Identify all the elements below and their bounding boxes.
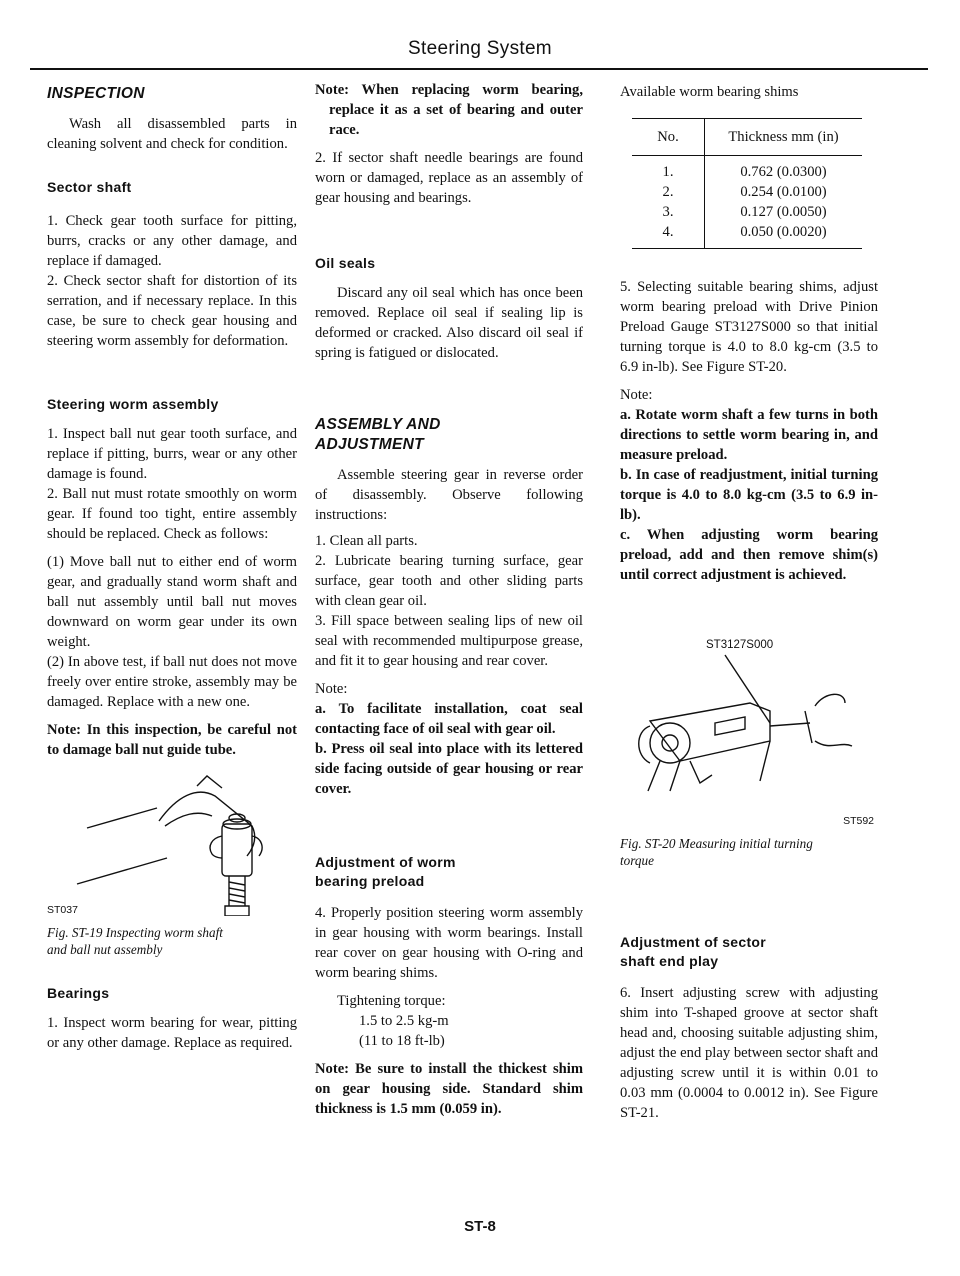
tightening-torque-value-imperial: (11 to 18 ft-lb) (359, 1033, 445, 1049)
right-note-b: b. In case of readjustment, initial turning torque is 4.0 to 8.0 kg-cm (3.5 to 6.9 in-lb). (620, 467, 878, 523)
table-cell-thickness: 0.762 (0.0300) (740, 164, 827, 180)
right-item-6: 6. Insert adjusting screw with adjusting shim into T-shaped groove at sector shaft head and, choosing suitable adjusting shim, adjust the end play between sector shaft and adjusting screw until it is within 0.01 to 0.03 mm (0.0004 to 0.0012 in). See Figure ST-21. (620, 985, 878, 1121)
header-rule (30, 68, 928, 70)
worm-item-1: 1. Inspect ball nut gear tooth surface, and replace if pitting, burrs, wear or any other damage is found. (47, 426, 297, 482)
shims-table (632, 118, 862, 249)
table-cell-no: 2. (632, 182, 705, 202)
table-cell-thickness: 0.254 (0.0100) (740, 184, 827, 200)
subheading-steering-worm: Steering worm assembly (47, 396, 219, 412)
figure-caption-st-20-line-2: torque (620, 853, 654, 868)
section-heading-assembly-line-1: ASSEMBLY AND (315, 416, 441, 433)
subheading-bearings: Bearings (47, 985, 110, 1001)
column-left (47, 80, 297, 1053)
subheading-oil-seals: Oil seals (315, 255, 376, 271)
right-item-5: 5. Selecting suitable bearing shims, adjust worm bearing preload with Drive Pinion Preload Gauge ST3127S000 so that initial turning torque is 4.0 to 8.0 kg-cm (3.5 to 6.9 in-lb). See Figure ST-20. (620, 279, 878, 375)
assembly-item-4: 4. Properly position steering worm assembly in gear housing with worm bearings. Install rear cover on gear housing with O-ring and worm bearing shims. (315, 905, 583, 981)
table-row (632, 222, 862, 249)
figure-caption-st-19-line-1: Fig. ST-19 Inspecting worm shaft (47, 925, 223, 940)
subheading-worm-preload-line-1: Adjustment of worm (315, 854, 456, 870)
shims-table-title: Available worm bearing shims (620, 84, 799, 100)
preload-gauge-illustration (620, 651, 878, 821)
right-note-c: c. When adjusting worm bearing preload, add and then remove shim(s) until correct adjustment is achieved. (620, 527, 878, 583)
sector-shaft-item-2: 2. Check sector shaft for distortion of its serration, and if necessary replace. In this case, be sure to check gear housing and steering worm assembly for deformation. (47, 273, 297, 349)
middle-item-2: 2. If sector shaft needle bearings are found worn or damaged, replace as an assembly of gear housing and bearings. (315, 150, 583, 206)
figure-tool-label: ST3127S000 (706, 639, 774, 651)
figure-caption-st-20-line-1: Fig. ST-20 Measuring initial turning (620, 836, 813, 851)
table-row (632, 182, 862, 202)
table-cell-no: 1. (632, 156, 705, 183)
assembly-intro: Assemble steering gear in reverse order of disassembly. Observe following instructions: (315, 467, 583, 523)
figure-caption-st-19-line-2: and ball nut assembly (47, 942, 163, 957)
assembly-note-label: Note: (315, 681, 348, 697)
bearings-item-1: 1. Inspect worm bearing for wear, pitting or any other damage. Replace as required. (47, 1015, 297, 1051)
table-header-thickness: Thickness mm (in) (705, 119, 863, 156)
right-note-a: a. Rotate worm shaft a few turns in both directions to settle worm bearing in, and measure preload. (620, 407, 878, 463)
table-cell-no: 4. (632, 222, 705, 249)
page-header: Steering System (408, 38, 552, 59)
tightening-torque-block (315, 991, 583, 1051)
subheading-sector-adjust-line-1: Adjustment of sector (620, 934, 767, 950)
table-header-no: No. (632, 119, 705, 156)
sector-shaft-item-1: 1. Check gear tooth surface for pitting, burrs, cracks or any other damage, and replace if damaged. (47, 213, 297, 269)
figure-code-st037: ST037 (47, 904, 78, 916)
figure-st-20 (620, 635, 878, 825)
note-thickest-shim: Note: Be sure to install the thickest shim on gear housing side. Standard shim thickness is 1.5 mm (0.059 in). (315, 1061, 583, 1117)
assembly-note-a: a. To facilitate installation, coat seal contacting face of oil seal with gear oil. (315, 701, 583, 737)
worm-item-2-sub-1: (1) Move ball nut to either end of worm gear, and gradually stand worm shaft and ball nut assembly until ball nut moves downward on worm gear under its own weight. (47, 554, 297, 650)
worm-item-2: 2. Ball nut must rotate smoothly on worm gear. If found too tight, entire assembly should be replaced. Check as follows: (47, 486, 297, 542)
subheading-worm-preload-line-2: bearing preload (315, 873, 425, 889)
figure-code-st592: ST592 (843, 815, 874, 827)
assembly-item-2: 2. Lubricate bearing turning surface, gear surface, gear tooth and other sliding parts with clean gear oil. (315, 553, 583, 609)
inspection-paragraph: Wash all disassembled parts in cleaning solvent and check for condition. (47, 116, 297, 152)
note-worm-bearing: Note: When replacing worm bearing, replace it as a set of bearing and outer race. (315, 82, 583, 138)
worm-note: Note: In this inspection, be careful not to damage ball nut guide tube. (47, 722, 297, 758)
section-heading-inspection: INSPECTION (47, 85, 145, 102)
table-row (632, 202, 862, 222)
subheading-sector-shaft: Sector shaft (47, 179, 132, 195)
tightening-torque-value-metric: 1.5 to 2.5 kg-m (359, 1013, 449, 1029)
table-cell-no: 3. (632, 202, 705, 222)
assembly-note-b: b. Press oil seal into place with its lettered side facing outside of gear housing or rear cover. (315, 741, 583, 797)
subheading-sector-adjust-line-2: shaft end play (620, 953, 719, 969)
assembly-item-1: 1. Clean all parts. (315, 533, 418, 549)
right-note-label: Note: (620, 387, 653, 403)
figure-st-19 (47, 766, 297, 916)
section-heading-assembly-line-2: ADJUSTMENT (315, 436, 424, 453)
page-number: ST-8 (464, 1218, 496, 1235)
column-right (620, 80, 878, 1123)
tightening-torque-label: Tightening torque: (337, 993, 446, 1009)
table-cell-thickness: 0.050 (0.0020) (705, 222, 863, 249)
table-row (632, 156, 862, 183)
assembly-item-3: 3. Fill space between sealing lips of new oil seal with recommended multipurpose grease, and fit it to gear housing and rear cover. (315, 613, 583, 669)
table-cell-thickness: 0.127 (0.0050) (740, 204, 827, 220)
column-middle (315, 80, 583, 1119)
oil-seals-paragraph: Discard any oil seal which has once been removed. Replace oil seal if sealing lip is deformed or cracked. Also discard oil seal if spring is fatigued or dislocated. (315, 285, 583, 361)
worm-shaft-illustration (47, 766, 297, 916)
worm-item-2-sub-2: (2) In above test, if ball nut does not move freely over entire stroke, assembly may be damaged. Replace with a new one. (47, 654, 297, 710)
